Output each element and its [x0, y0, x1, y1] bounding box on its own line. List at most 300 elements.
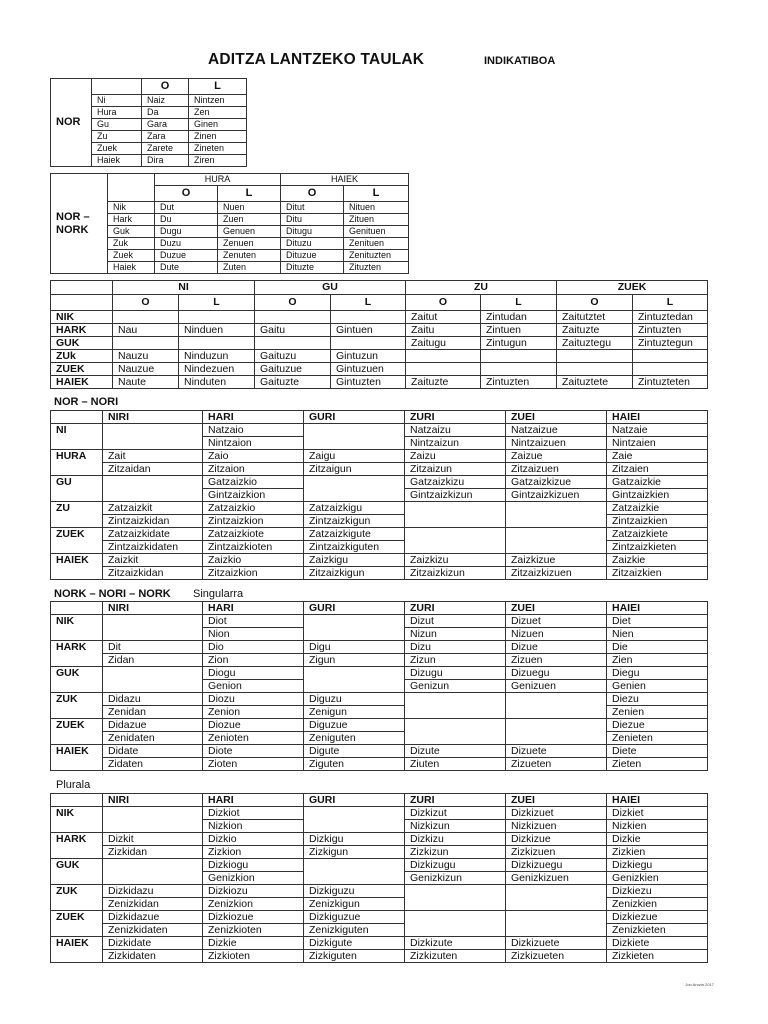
table-cell: [557, 363, 633, 376]
col-head: HARI: [203, 411, 304, 424]
table-cell: Zintzaizkidaten: [103, 541, 203, 554]
nor-cell: Da: [142, 107, 189, 119]
table-cell: Nintzaion: [203, 437, 304, 450]
table-cell: Diozue: [203, 719, 304, 732]
table-cell: Dizu: [405, 641, 506, 654]
col-head: O: [155, 186, 218, 202]
table-cell: Zatzaizkigu: [304, 502, 405, 515]
table-cell: Natzaizue: [506, 424, 607, 437]
table-cell: Zenizkien: [607, 898, 708, 911]
table-cell: Gintzaizkion: [203, 489, 304, 502]
table-cell: [103, 615, 203, 641]
table-cell: Genizkien: [607, 872, 708, 885]
nn-cell: Dute: [155, 262, 218, 274]
table-cell: Zizkiguten: [304, 950, 405, 963]
table-row: [51, 911, 708, 924]
table-cell: [103, 424, 203, 450]
table-cell: [405, 693, 506, 719]
table-cell: Gatzaizkio: [203, 476, 304, 489]
nor-cell: Zen: [189, 107, 247, 119]
table-row: [51, 376, 708, 389]
row-label: [51, 706, 103, 719]
table-cell: Zitzaigun: [304, 463, 405, 476]
table-row: [51, 528, 708, 541]
row-label: NIK: [51, 807, 103, 820]
table-cell: Zitzaidan: [103, 463, 203, 476]
table-cell: Zintuzteten: [633, 376, 708, 389]
nn-cell: Zenituen: [344, 238, 409, 250]
row-label: [51, 846, 103, 859]
table-cell: Zaizu: [405, 450, 506, 463]
table-cell: [406, 350, 481, 363]
table-cell: Zizkion: [203, 846, 304, 859]
row-label: [51, 950, 103, 963]
table-cell: Zizkizueten: [506, 950, 607, 963]
table-cell: [331, 337, 406, 350]
row-label: HARK: [51, 324, 113, 337]
table-cell: Zizkien: [607, 846, 708, 859]
table-cell: Zenizkidan: [103, 898, 203, 911]
table-cell: Genien: [607, 680, 708, 693]
table-row: [51, 311, 708, 324]
table-cell: Zatzaizkidate: [103, 528, 203, 541]
group-hura: HURA: [155, 174, 281, 186]
table-row: [51, 654, 708, 667]
table-cell: Zenion: [203, 706, 304, 719]
table-cell: Nindezuen: [179, 363, 255, 376]
table-cell: Zintzaizkidan: [103, 515, 203, 528]
table-cell: Dizut: [405, 615, 506, 628]
nor-cell: Gara: [142, 119, 189, 131]
table-cell: Dizue: [506, 641, 607, 654]
table-cell: Dizkiozu: [203, 885, 304, 898]
table-cell: Diezue: [607, 719, 708, 732]
footer-credit: Jon Arozin 2017: [685, 982, 714, 987]
table-cell: Zieten: [607, 758, 708, 771]
table-cell: Zitzaizkidan: [103, 567, 203, 580]
table-cell: Zitzaizkizuen: [506, 567, 607, 580]
table-cell: Dizkigute: [304, 937, 405, 950]
table-cell: Dit: [103, 641, 203, 654]
row-label: ZUEK: [51, 363, 113, 376]
table-cell: [103, 667, 203, 693]
table-cell: Didazu: [103, 693, 203, 706]
table-cell: Nintzaizuen: [506, 437, 607, 450]
row-label: HARK: [51, 641, 103, 654]
table-cell: Zaio: [203, 450, 304, 463]
table-cell: Zien: [607, 654, 708, 667]
col-head: L: [481, 295, 557, 311]
row-label: [51, 680, 103, 693]
table-cell: Dizkiezu: [607, 885, 708, 898]
nor-cell: Zu: [92, 131, 142, 143]
table-row: [51, 758, 708, 771]
nn-cell: Zituzten: [344, 262, 409, 274]
col-head: O: [281, 186, 344, 202]
table-cell: Nauzue: [113, 363, 179, 376]
table-cell: Zaituztete: [557, 376, 633, 389]
nn-cell: Zenuen: [218, 238, 281, 250]
row-label: ZU: [51, 502, 103, 515]
row-label: ZUEK: [51, 528, 103, 541]
table-cell: Zatzaizkiete: [607, 528, 708, 541]
table-cell: [255, 311, 331, 324]
table-row: [51, 950, 708, 963]
table-cell: Zaituzte: [557, 324, 633, 337]
col-head: NIRI: [103, 794, 203, 807]
row-label: [51, 654, 103, 667]
nn-cell: Du: [155, 214, 218, 226]
nnn-singular-body: [51, 615, 708, 771]
table-cell: [633, 363, 708, 376]
row-label: GU: [51, 476, 103, 489]
table-cell: Zintuzten: [481, 376, 557, 389]
table-cell: Zaituztegu: [557, 337, 633, 350]
table-cell: Gaitu: [255, 324, 331, 337]
table-cell: Diot: [203, 615, 304, 628]
group-ni: NI: [113, 281, 255, 295]
col-head: L: [331, 295, 406, 311]
table-cell: Diegu: [607, 667, 708, 680]
table-cell: Zait: [103, 450, 203, 463]
table-cell: Dizkiet: [607, 807, 708, 820]
table-cell: Zizkioten: [203, 950, 304, 963]
table-cell: Zitzaizkigun: [304, 567, 405, 580]
nor-nork-table: [50, 173, 409, 274]
table-cell: Dizkiogu: [203, 859, 304, 872]
table-cell: Zintzaizkigun: [304, 515, 405, 528]
table-cell: Dizkiozue: [203, 911, 304, 924]
table-cell: Zintuen: [481, 324, 557, 337]
table-cell: Digute: [304, 745, 405, 758]
nor-cell: Naiz: [142, 95, 189, 107]
table-cell: Dizkizuegu: [506, 859, 607, 872]
row-label: GUK: [51, 859, 103, 872]
nor-cell: Zinen: [189, 131, 247, 143]
col-head: NIRI: [103, 411, 203, 424]
table-cell: [304, 667, 405, 693]
table-cell: Natzaizu: [405, 424, 506, 437]
table-cell: Zaizkizue: [506, 554, 607, 567]
plural-note: Plurala: [56, 779, 91, 791]
col-head: L: [633, 295, 708, 311]
table-cell: Dizkiegu: [607, 859, 708, 872]
table-cell: Genizkion: [203, 872, 304, 885]
table-cell: Zenizkidaten: [103, 924, 203, 937]
row-label: ZUEK: [51, 911, 103, 924]
table-cell: Zenizkieten: [607, 924, 708, 937]
table-cell: Zatzaizkio: [203, 502, 304, 515]
row-label: [51, 758, 103, 771]
table-cell: Diet: [607, 615, 708, 628]
col-head: O: [406, 295, 481, 311]
table-cell: Dizkiguzu: [304, 885, 405, 898]
table-cell: [179, 337, 255, 350]
table-cell: Nizkizun: [405, 820, 506, 833]
table-cell: Genizuen: [506, 680, 607, 693]
table-cell: Gaituzu: [255, 350, 331, 363]
table-cell: Gintzaizkizun: [405, 489, 506, 502]
table-row: [51, 846, 708, 859]
col-head: ZUEI: [506, 794, 607, 807]
table-cell: Nizkizuen: [506, 820, 607, 833]
col-head: HAIEI: [607, 794, 708, 807]
table-cell: [331, 311, 406, 324]
nor-nori-body: [51, 424, 708, 580]
table-row: [51, 833, 708, 846]
table-cell: Zintuzten: [633, 324, 708, 337]
col-head: HAIEI: [607, 602, 708, 615]
table-cell: Diozu: [203, 693, 304, 706]
table-cell: Genion: [203, 680, 304, 693]
row-label: ZUK: [51, 693, 103, 706]
table-cell: Zatzaizkiote: [203, 528, 304, 541]
table-cell: Dizkiot: [203, 807, 304, 820]
table-cell: Zintzaizkien: [607, 515, 708, 528]
table-cell: Gatzaizkizue: [506, 476, 607, 489]
table-row: [51, 541, 708, 554]
table-cell: Zaizkio: [203, 554, 304, 567]
table-cell: Gintuen: [331, 324, 406, 337]
group-haiek: HAIEK: [281, 174, 409, 186]
table-cell: Dizkizugu: [405, 859, 506, 872]
col-head: L: [218, 186, 281, 202]
nn-cell: Nuen: [218, 202, 281, 214]
table-cell: Dizkidazu: [103, 885, 203, 898]
table-cell: [481, 363, 557, 376]
table-cell: [255, 337, 331, 350]
table-cell: Zenieten: [607, 732, 708, 745]
table-row: [51, 667, 708, 680]
nor-cell: Zuek: [92, 143, 142, 155]
nn-cell: Zuten: [218, 262, 281, 274]
table-cell: Zaitutztet: [557, 311, 633, 324]
row-label: [51, 541, 103, 554]
col-head: ZUEI: [506, 411, 607, 424]
table-cell: [113, 311, 179, 324]
nor-cell: Ni: [92, 95, 142, 107]
table-cell: Zenioten: [203, 732, 304, 745]
row-label: [51, 567, 103, 580]
table-cell: Zitzaien: [607, 463, 708, 476]
table-cell: Zitzaion: [203, 463, 304, 476]
table-cell: [481, 350, 557, 363]
nor-nori-table: [50, 410, 708, 580]
table-cell: Zizkizuen: [506, 846, 607, 859]
col-head: HARI: [203, 602, 304, 615]
col-head: HAIEI: [607, 411, 708, 424]
nor-cell: Hura: [92, 107, 142, 119]
table-cell: Gintuzun: [331, 350, 406, 363]
col-head: O: [557, 295, 633, 311]
table-cell: Ninduen: [179, 324, 255, 337]
table-row: [51, 554, 708, 567]
table-cell: Gintuzten: [331, 376, 406, 389]
table-cell: [633, 350, 708, 363]
row-label: ZUEK: [51, 719, 103, 732]
nn-cell: Zituen: [344, 214, 409, 226]
nor-cell: Zara: [142, 131, 189, 143]
table-row: [51, 706, 708, 719]
table-cell: Dizuegu: [506, 667, 607, 680]
table-cell: Zenizkiguten: [304, 924, 405, 937]
table-cell: [103, 807, 203, 833]
table-cell: Dizkie: [203, 937, 304, 950]
row-label: [51, 437, 103, 450]
table-cell: Dizkie: [607, 833, 708, 846]
table-row: [51, 745, 708, 758]
table-cell: Ziguten: [304, 758, 405, 771]
table-cell: Zaigu: [304, 450, 405, 463]
nnn-singular-table: [50, 601, 708, 771]
table-cell: Zatzaizkigute: [304, 528, 405, 541]
nnn-plural-body: [51, 807, 708, 963]
nn-cell: Nituen: [344, 202, 409, 214]
table-cell: [406, 363, 481, 376]
table-cell: [405, 528, 506, 554]
table-cell: Nizkien: [607, 820, 708, 833]
nor-cell: Gu: [92, 119, 142, 131]
table-cell: Dizkidate: [103, 937, 203, 950]
row-label: HARK: [51, 833, 103, 846]
nn-cell: Dituzue: [281, 250, 344, 262]
nn-cell: Duzu: [155, 238, 218, 250]
row-label: HAIEK: [51, 554, 103, 567]
row-label: [51, 872, 103, 885]
table-cell: Ninduzun: [179, 350, 255, 363]
nn-cell: Zuen: [218, 214, 281, 226]
col-head: L: [344, 186, 409, 202]
table-cell: Zitzaizkien: [607, 567, 708, 580]
nor-head-o: O: [142, 79, 189, 95]
col-head: NIRI: [103, 602, 203, 615]
table-cell: Zintzaizkion: [203, 515, 304, 528]
row-label: [51, 924, 103, 937]
table-cell: [113, 337, 179, 350]
nn-cell: Dugu: [155, 226, 218, 238]
table-cell: [506, 719, 607, 745]
table-row: [51, 567, 708, 580]
table-cell: Dizkigu: [304, 833, 405, 846]
page-title: ADITZA LANTZEKO TAULAK: [208, 51, 425, 68]
nor-cell: Haiek: [92, 155, 142, 167]
row-label: HAIEK: [51, 376, 113, 389]
col-head: GURI: [304, 602, 405, 615]
nn-cell: Duzue: [155, 250, 218, 262]
table-cell: Genizkizun: [405, 872, 506, 885]
nn-cell: Nik: [108, 202, 155, 214]
table-cell: Dizkizu: [405, 833, 506, 846]
table-cell: Zizuen: [506, 654, 607, 667]
table-cell: Zizkidaten: [103, 950, 203, 963]
table-row: [51, 924, 708, 937]
table-cell: Ninduten: [179, 376, 255, 389]
table-cell: [304, 807, 405, 833]
table-cell: Gintuzuen: [331, 363, 406, 376]
table-cell: Zidan: [103, 654, 203, 667]
page-subtitle: INDIKATIBOA: [484, 55, 556, 67]
group-zu: ZU: [406, 281, 557, 295]
table-cell: Zaizkit: [103, 554, 203, 567]
table-cell: Dizkizute: [405, 937, 506, 950]
table-cell: Zaizkizu: [405, 554, 506, 567]
row-label: ZUK: [51, 885, 103, 898]
table-cell: Nau: [113, 324, 179, 337]
nnn-title: NORK – NORI – NORK: [54, 588, 171, 600]
table-cell: Zaie: [607, 450, 708, 463]
table-cell: [304, 476, 405, 502]
table-cell: Zion: [203, 654, 304, 667]
nor-cell: Zineten: [189, 143, 247, 155]
table-cell: Nien: [607, 628, 708, 641]
row-label: GUK: [51, 667, 103, 680]
nor-cell: Dira: [142, 155, 189, 167]
table-cell: Zintzaizkieten: [607, 541, 708, 554]
singular-note: Singularra: [193, 588, 244, 600]
nn-cell: Genituen: [344, 226, 409, 238]
col-head: ZUEI: [506, 602, 607, 615]
table-cell: Dizkizut: [405, 807, 506, 820]
table-cell: [405, 719, 506, 745]
table-cell: [405, 911, 506, 937]
nn-cell: Zuek: [108, 250, 155, 262]
nn-cell: Haiek: [108, 262, 155, 274]
table-cell: Zaizkie: [607, 554, 708, 567]
table-cell: Zenizkioten: [203, 924, 304, 937]
table-row: [51, 898, 708, 911]
group-zuek: ZUEK: [557, 281, 708, 295]
table-cell: Gintzaizkien: [607, 489, 708, 502]
nor-label: NOR: [51, 79, 92, 167]
nor-nork-label: NOR – NORK: [51, 174, 108, 274]
table-row: [51, 476, 708, 489]
table-row: [51, 502, 708, 515]
table-cell: Zintudan: [481, 311, 557, 324]
table-cell: Dizkizue: [506, 833, 607, 846]
row-label: [51, 820, 103, 833]
col-head: HARI: [203, 794, 304, 807]
col-head: L: [179, 295, 255, 311]
nn-cell: Zuk: [108, 238, 155, 250]
table-cell: Gaituzue: [255, 363, 331, 376]
table-row: [51, 324, 708, 337]
row-label: HAIEK: [51, 745, 103, 758]
group-gu: GU: [255, 281, 406, 295]
row-label: NIK: [51, 615, 103, 628]
col-head: ZURI: [405, 602, 506, 615]
nn-cell: Dituzte: [281, 262, 344, 274]
table-cell: Nion: [203, 628, 304, 641]
table-cell: [405, 502, 506, 528]
nn-cell: Ditu: [281, 214, 344, 226]
nn-cell: Hark: [108, 214, 155, 226]
row-label: [51, 628, 103, 641]
table-cell: [506, 502, 607, 528]
table-cell: Didazue: [103, 719, 203, 732]
table-cell: Zigun: [304, 654, 405, 667]
table-cell: Zintugun: [481, 337, 557, 350]
table-cell: Zeniguten: [304, 732, 405, 745]
table-cell: Zaituzte: [406, 376, 481, 389]
row-label: [51, 515, 103, 528]
table-cell: Dizute: [405, 745, 506, 758]
col-head: ZURI: [405, 411, 506, 424]
table-cell: Zatzaizkit: [103, 502, 203, 515]
col-head: O: [113, 295, 179, 311]
table-cell: Zizkizuten: [405, 950, 506, 963]
table-cell: Dizkit: [103, 833, 203, 846]
table-row: [51, 363, 708, 376]
